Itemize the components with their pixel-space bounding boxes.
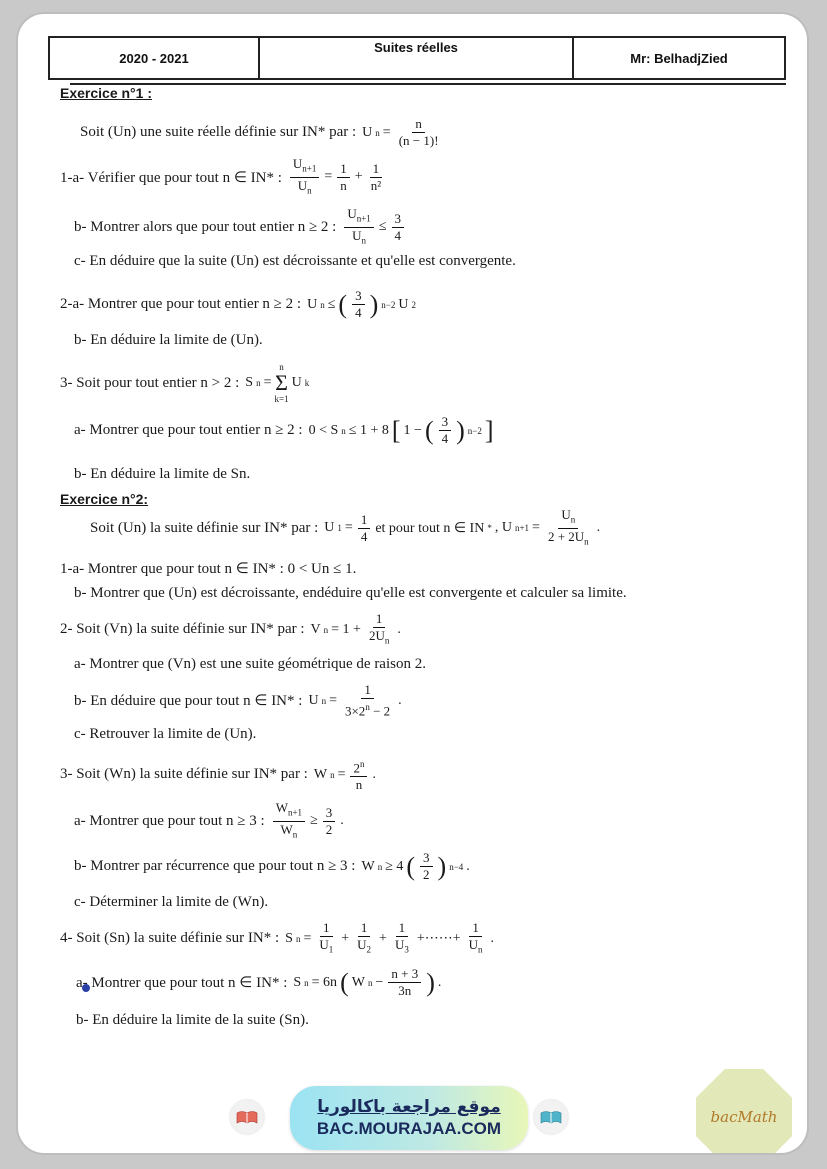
ex2-q2c [74, 726, 256, 743]
ex2-q2 [60, 611, 401, 649]
exercise-2-title: Exercice n°2: [60, 491, 149, 507]
ex2-q4a-text: a- Montrer que pour tout n ∈ IN* : [76, 975, 288, 991]
ex2-q3c-text: c- Déterminer la limite de (Wn). [74, 894, 269, 910]
ex1-q1a-text: 1-a- Vérifier que pour tout n ∈ IN* : [60, 169, 282, 186]
ex1-q3-formula: S n = n Σ k=1 U k [245, 362, 310, 404]
ex1-q1a-formula: $\frac{U_{n+1}}{U_n}$ = $\frac{1}{n}$ + $\frac{1}{\text{n²}}$ [288, 156, 386, 198]
ex2-q2-formula: V n = 1 + $\frac{1}{2U_n}$ . [310, 611, 401, 646]
subject-title: Suites réelles [260, 38, 574, 78]
ex2-q2b-text: b- En déduire que pour tout n ∈ IN* : [74, 693, 303, 710]
ex1-intro [80, 116, 444, 149]
ex1-q1c-text: c- En déduire que la suite (Un) est décroissante et qu'elle est convergente. [74, 253, 516, 269]
ex2-q1a-text: 1-a- Montrer que pour tout n ∈ IN* : 0 < Un ≤ 1. [60, 561, 357, 577]
ex1-q3a-formula: 0 < S n ≤ 1 + 8 [ 1 − ( $\frac{3}{4}$ ) n−2 ] [308, 414, 494, 446]
teacher-name: Mr: BelhadjZied [630, 50, 728, 66]
ex1-q2a-formula: U n ≤ ( $\frac{3}{4}$ ) n−2 U 2 [307, 288, 416, 320]
banner-arabic: موقع مراجعة باكالوريا [317, 1097, 501, 1117]
ex2-q2c-text: c- Retrouver la limite de (Un). [74, 726, 257, 742]
ex2-q3-formula: W n = $\frac{2^n}{n}$ . [314, 756, 376, 793]
ex2-q3 [60, 756, 376, 793]
ex1-q3a [74, 414, 494, 447]
ex2-q4-text: 4- Soit (Sn) la suite définie sur IN* : [60, 930, 280, 947]
ex2-q4a [76, 966, 441, 999]
ex2-q3c [74, 894, 268, 911]
ex1-q1c [74, 253, 516, 270]
ex2-q3b-text: b- Montrer par récurrence que pour tout n ≥ 3 : [74, 858, 356, 874]
ex2-q2b [74, 682, 402, 719]
banner-url: BAC.MOURAJAA.COM [316, 1119, 502, 1138]
worksheet-content [18, 14, 807, 1153]
ex2-q3b [74, 850, 470, 883]
bacmath-badge [696, 1069, 792, 1153]
ex2-q4 [60, 920, 494, 958]
ex1-q3a-text: a- Montrer que pour tout entier n ≥ 2 : [74, 422, 303, 438]
ex2-q3a-text: a- Montrer que pour tout n ≥ 3 : [74, 812, 265, 829]
badge-text: bacMath [710, 1108, 778, 1126]
ex2-q2b-formula: U n = $\frac{1}{3\times 2^n - 2}$ . [308, 682, 402, 719]
ex1-intro-formula: U n = $\frac{n}{(n - 1)!}$ [362, 116, 439, 148]
ex2-intro-formula: U 1 = $\frac{1}{4}$ et pour tout n ∈ IN * , U n+1 = $\frac{U_n}{2 + 2U_n}$ . [324, 507, 601, 547]
site-logo-left [230, 1100, 264, 1134]
ex2-q4b [76, 1012, 309, 1029]
school-year: 2020 - 2021 [50, 38, 260, 78]
ex1-q1b-formula: $\frac{U_{n+1}}{U_n}$ ≤ $\frac{3}{4}$ [342, 206, 406, 248]
ex1-q2b-text: b- En déduire la limite de (Un). [74, 332, 263, 348]
book-icon [540, 1109, 562, 1125]
ex1-q3b [74, 466, 250, 483]
ex1-q3b-text: b- En déduire la limite de Sn. [74, 466, 251, 482]
ex1-q3 [60, 362, 309, 404]
ex2-q1a [60, 559, 356, 578]
site-banner-link[interactable] [290, 1086, 528, 1150]
ex2-q4-formula: S n = $\frac{1}{U_1}$ + $\frac{1}{U_2}$ + $\frac{1}{U_3}$ +⋯⋯+ $\frac{1}{U_n}$ . [285, 920, 495, 955]
ex2-q3a-formula: $\frac{W_{n+1}}{W_n}$ ≥ $\frac{3}{2}$ . [271, 800, 344, 842]
ex2-intro-text: Soit (Un) la suite définie sur IN* par : [90, 519, 319, 536]
ex2-q3b-formula: W n ≥ 4 ( $\frac{3}{2}$ ) n−4 . [361, 850, 470, 882]
ex1-q2a-text: 2-a- Montrer que pour tout entier n ≥ 2 : [60, 296, 302, 312]
ex1-q2b [74, 332, 263, 349]
ex2-q2a [74, 656, 426, 673]
ex1-q1b [74, 206, 406, 248]
ex2-q3-text: 3- Soit (Wn) la suite définie sur IN* par : [60, 766, 308, 783]
ex2-q4a-formula: S n = 6n ( W n − $\frac{n + 3}{3n}$ ) . [293, 966, 442, 998]
ex2-q1b-text: b- Montrer que (Un) est décroissante, endéduire qu'elle est convergente et calculer sa limite. [74, 585, 627, 601]
ex1-q1b-text: b- Montrer alors que pour tout entier n ≥ 2 : [74, 218, 337, 235]
ex2-q3a [74, 800, 344, 842]
ex2-q2a-text: a- Montrer que (Vn) est une suite géométrique de raison 2. [74, 656, 426, 672]
exercise-1-title: Exercice n°1 : [60, 85, 152, 101]
ex2-q4b-text: b- En déduire la limite de la suite (Sn). [76, 1012, 309, 1028]
ex2-q1b [74, 585, 627, 602]
ex1-intro-text: Soit (Un) une suite réelle définie sur IN* par : [80, 124, 357, 140]
book-icon [236, 1109, 258, 1125]
ex2-intro [90, 507, 600, 549]
ex1-q2a [60, 288, 416, 321]
page [18, 14, 807, 1153]
site-logo-right [534, 1100, 568, 1134]
ex1-q1a [60, 156, 386, 198]
ex2-q2-text: 2- Soit (Vn) la suite définie sur IN* par : [60, 621, 305, 638]
ex1-q3-text: 3- Soit pour tout entier n > 2 : [60, 374, 240, 391]
